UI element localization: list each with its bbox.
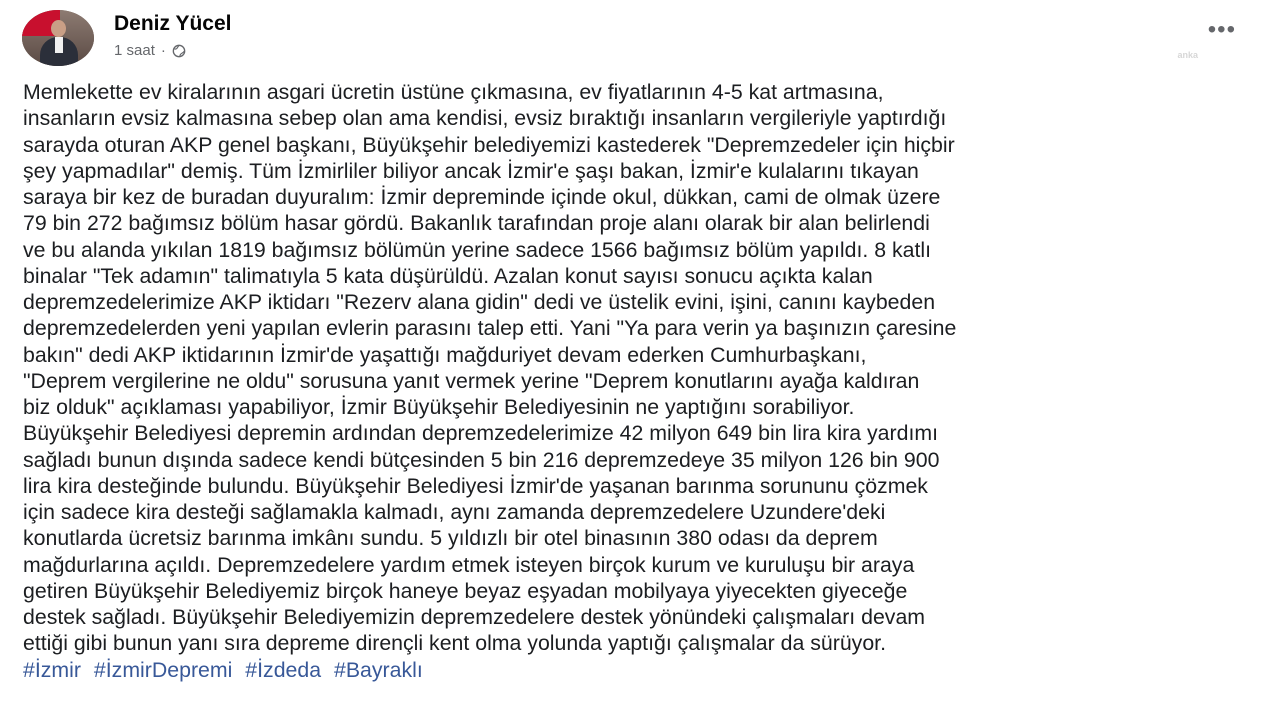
post-text-line: bakın" dedi AKP iktidarının İzmir'de yaşattığı mağduriyet devam ederken Cumhurbaşkanı,	[23, 342, 867, 367]
post-text-line: 79 bin 272 bağımsız bölüm hasar gördü. Bakanlık tarafından proje alanı olarak bir alan belirlendi	[23, 211, 930, 236]
post-text-line: sarayda oturan AKP genel başkanı, Büyükşehir belediyemizi kastederek "Depremzedeler için hiçbir	[23, 132, 955, 157]
author-name[interactable]: Deniz Yücel	[114, 12, 232, 35]
author-info	[114, 10, 232, 59]
hashtag-link[interactable]: #İzmir	[23, 657, 81, 682]
post-text-line: konutlarda ücretsiz barınma imkânı sundu. 5 yıldızlı bir otel binasının 380 odası da deprem	[23, 526, 878, 551]
post-body	[23, 79, 1263, 683]
post-text-line: "Deprem vergilerine ne oldu" sorusuna yanıt vermek yerine "Deprem konutlarını ayağa kaldıran	[23, 368, 920, 393]
avatar-shirt	[55, 37, 63, 53]
post-text-line: Büyükşehir Belediyesi depremin ardından depremzedelerimize 42 milyon 649 bin lira kira yardımı	[23, 421, 939, 446]
post-text-line: ettiği gibi bunun yanı sıra depreme dirençli kent olma yolunda yaptığı çalışmalar da sürüyor.	[23, 631, 886, 656]
author-avatar[interactable]	[22, 10, 94, 66]
meta-separator: ·	[160, 42, 166, 59]
post-text-line: lira kira desteğinde bulundu. Büyükşehir Belediyesi İzmir'de yaşanan barınma sorununu çözmek	[23, 473, 928, 498]
globe-icon[interactable]	[172, 44, 186, 58]
post-text-line: destek sağladı. Büyükşehir Belediyemizin depremzedelere destek yönündeki çalışmaları devam	[23, 605, 926, 629]
post-text-line: mağdurlarına açıldı. Depremzedelere yardım etmek isteyen birçok kurum ve kuruluşu bir araya	[23, 552, 915, 577]
avatar-head	[51, 20, 66, 37]
post-header	[22, 10, 232, 70]
post-text-line: ve bu alanda yıkılan 1819 bağımsız bölümün yerine sadece 1566 bağımsız bölüm yapıldı. 8 katlı	[23, 237, 932, 262]
post-text-line: binalar "Tek adamın" talimatıyla 5 kata düşürüldü. Azalan konut sayısı sonucu açıkta kalan	[23, 263, 873, 288]
watermark-logo: anka	[1177, 50, 1198, 60]
post-text-line: depremzedelerden yeni yapılan evlerin parasını talep etti. Yani "Ya para verin ya başınızın çaresine	[23, 316, 957, 341]
post-text-line: Memlekette ev kiralarının asgari ücretin üstüne çıkmasına, ev fiyatlarının 4-5 kat artmasına,	[23, 80, 884, 104]
post-text-line: için sadece kira desteği sağlamakla kalmadı, aynı zamanda depremzedelere Uzundere'deki	[23, 500, 886, 524]
post-text-line: sağladı bunun dışında sadece kendi bütçesinden 5 bin 216 depremzedeye 35 milyon 126 bin 900	[23, 447, 940, 472]
more-options-icon[interactable]: •••	[1207, 16, 1236, 43]
post-timestamp[interactable]: 1 saat	[114, 42, 155, 59]
post-text-line: biz olduk" açıklaması yapabiliyor, İzmir Büyükşehir Belediyesinin ne yaptığını sorabiliyor.	[23, 395, 855, 419]
post-meta	[114, 42, 232, 59]
post-text-line: insanların evsiz kalmasına sebep olan ama kendisi, evsiz bıraktığı insanların vergileriyle yaptırdığı	[23, 106, 947, 131]
post-text-line: şey yapmadılar" demiş. Tüm İzmirliler biliyor ancak İzmir'e şaşı bakan, İzmir'e kulalarını tıkayan	[23, 158, 919, 183]
post-text-line: saraya bir kez de buradan duyuralım: İzmir depreminde içinde okul, dükkan, cami de olmak üzere	[23, 185, 941, 209]
post-text-line: getiren Büyükşehir Belediyemiz birçok haneye beyaz eşyadan mobilyaya yiyecekten giyeceğe	[23, 578, 908, 603]
post-text-line: depremzedelerimize AKP iktidarı "Rezerv alana gidin" dedi ve üstelik evini, işini, canını kaybeden	[23, 290, 936, 314]
hashtag-link[interactable]: #İzmirDepremi	[93, 657, 233, 682]
hashtag-link[interactable]: #İzdeda	[245, 657, 322, 682]
hashtag-row	[23, 657, 1263, 683]
hashtag-link[interactable]: #Bayraklı	[334, 657, 423, 682]
